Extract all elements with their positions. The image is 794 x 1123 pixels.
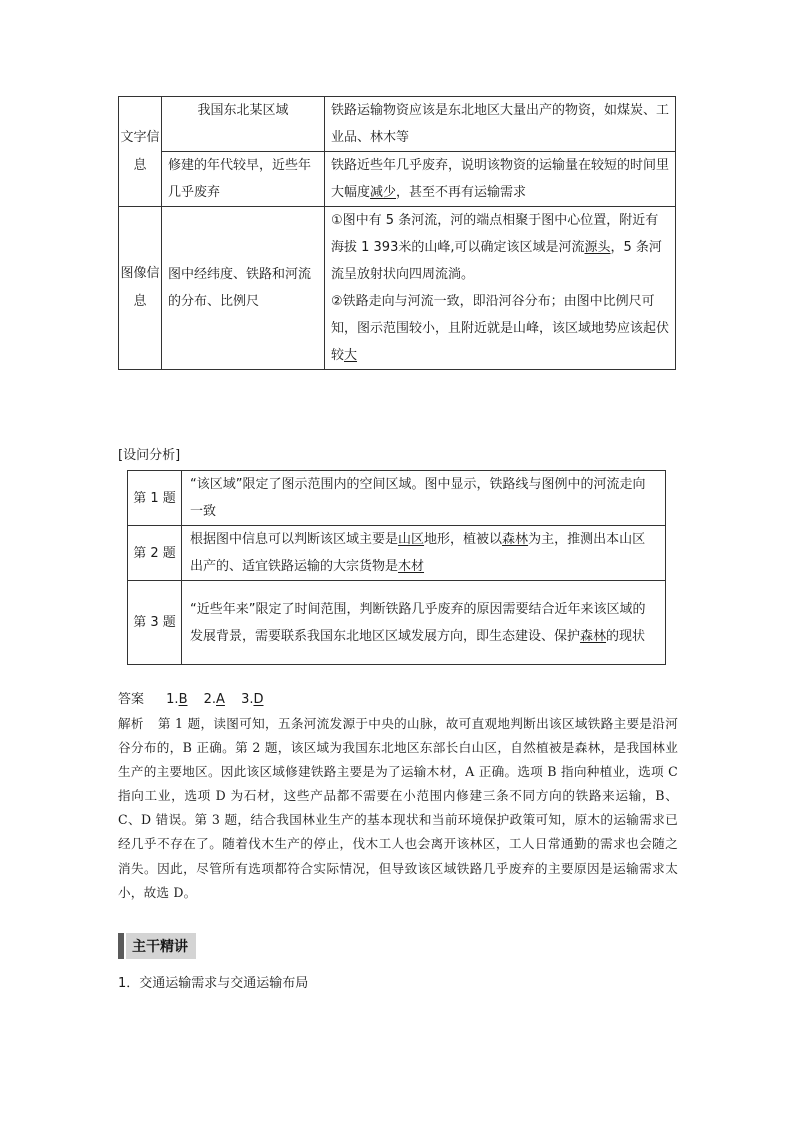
answer-item xyxy=(204,692,225,707)
section-heading xyxy=(118,933,196,959)
table-row xyxy=(119,97,676,152)
sub-heading: 1．交通运输需求与交通运输布局 xyxy=(118,976,309,991)
question-label: 第 3 题 xyxy=(128,581,182,665)
answer-number: 1. xyxy=(166,692,179,707)
answer-letter: B xyxy=(178,692,188,707)
answer-line xyxy=(118,688,276,707)
underlined-keyword: 森林 xyxy=(502,532,529,547)
answer-letter: A xyxy=(216,692,225,707)
underlined-keyword: 山区 xyxy=(398,532,425,547)
analysis-key: 解析 xyxy=(118,716,144,731)
underlined-keyword: 大 xyxy=(344,348,358,363)
heading-accent-bar xyxy=(118,933,124,959)
info-item: 我国东北某区域 xyxy=(162,97,325,152)
answer-item xyxy=(241,692,263,707)
question-text-part: “近些年来”限定了时间范围，判断铁路几乎废弃的原因需要结合近年来该区域的发展背景，需要联系我国东北地区区域发展方向，即生态建设、保护 xyxy=(190,601,646,644)
detail-text: ，5 条河流呈放射状向四周流淌。 xyxy=(331,240,662,282)
detail-text: ①图中有 5 条河流，河的端点相聚于图中心位置，附近有海拔 1 393米的山峰,可以确定该区域是河流 xyxy=(331,213,659,255)
underlined-keyword: 森林 xyxy=(580,628,607,644)
underlined-keyword: 木材 xyxy=(398,559,425,574)
info-detail xyxy=(325,207,676,370)
section-label: [设问分析] xyxy=(118,448,181,463)
category-text-info: 文字信息 xyxy=(119,97,162,207)
question-text-part: 地形，植被以 xyxy=(424,532,503,547)
table-row xyxy=(128,526,666,581)
table-row xyxy=(119,207,676,370)
answer-letter: D xyxy=(253,692,264,707)
info-table xyxy=(118,96,676,370)
question-text-part: 为主，推测出本山区出产的、适宜铁路运输的大宗货物是 xyxy=(190,532,646,574)
question-text xyxy=(182,581,666,665)
question-text: “该区域”限定了图示范围内的空间区域。图中显示，铁路线与图例中的河流走向一致 xyxy=(182,471,666,526)
table-row xyxy=(128,471,666,526)
category-image-info: 图像信息 xyxy=(119,207,162,370)
heading-title: 主干精讲 xyxy=(126,933,196,959)
question-text-part: 的现状 xyxy=(606,628,646,644)
info-item: 修建的年代较早，近些年几乎废弃 xyxy=(162,152,325,207)
detail-text: ，甚至不再有运输需求 xyxy=(396,185,527,200)
question-label: 第 1 题 xyxy=(128,471,182,526)
question-label: 第 2 题 xyxy=(128,526,182,581)
info-detail: 铁路运输物资应该是东北地区大量出产的物资，如煤炭、工业品、林木等 xyxy=(325,97,676,152)
underlined-keyword: 减少 xyxy=(370,185,397,200)
table-row xyxy=(119,152,676,207)
info-detail xyxy=(325,152,676,207)
analysis-text: 第 1 题，读图可知，五条河流发源于中央的山脉，故可直观地判断出该区域铁路主要是沿河谷分布的，B 正确。第 2 题，该区域为我国东北地区东部长白山区，自然植被是森林，是我国林业生产的主要地区。因此该区域修建铁路主要是为了运输木材，A 正确。选项 B 指向种植业，选项 C 指向工业，选项 D 为石材，这些产品都不需要在小范围内修建三条不同方向的铁路来运输，B、C、D 错误。第 3 题，结合我国林业生产的基本现状和当前环境保护政策可知，原木的运输需求已经几乎不存在了。随着伐木生产的停止，伐木工人也会离开该林区，工人日常通勤的需求也会随之消失。因此，尽管所有选项都符合实际情况，但导致该区域铁路几乎废弃的主要原因是运输需求太小，故选 D。 xyxy=(118,716,679,900)
analysis-paragraph xyxy=(118,712,678,905)
question-analysis-table xyxy=(127,470,666,665)
answer-number: 3. xyxy=(241,692,254,707)
underlined-keyword: 源头 xyxy=(584,240,611,255)
question-text xyxy=(182,526,666,581)
detail-text: 铁路近些年几乎废弃，说明该物资的运输量在较短的时间里大幅度 xyxy=(331,158,670,200)
answer-item xyxy=(166,692,187,707)
question-text-part: 根据图中信息可以判断该区域主要是 xyxy=(190,532,399,547)
table-row xyxy=(128,581,666,665)
answer-key: 答案 xyxy=(118,692,145,707)
answer-number: 2. xyxy=(203,692,217,707)
info-item: 图中经纬度、铁路和河流的分布、比例尺 xyxy=(162,207,325,370)
detail-text: ②铁路走向与河流一致，即沿河谷分布；由图中比例尺可知，图示范围较小，且附近就是山峰，该区域地势应该起伏较 xyxy=(331,294,670,363)
